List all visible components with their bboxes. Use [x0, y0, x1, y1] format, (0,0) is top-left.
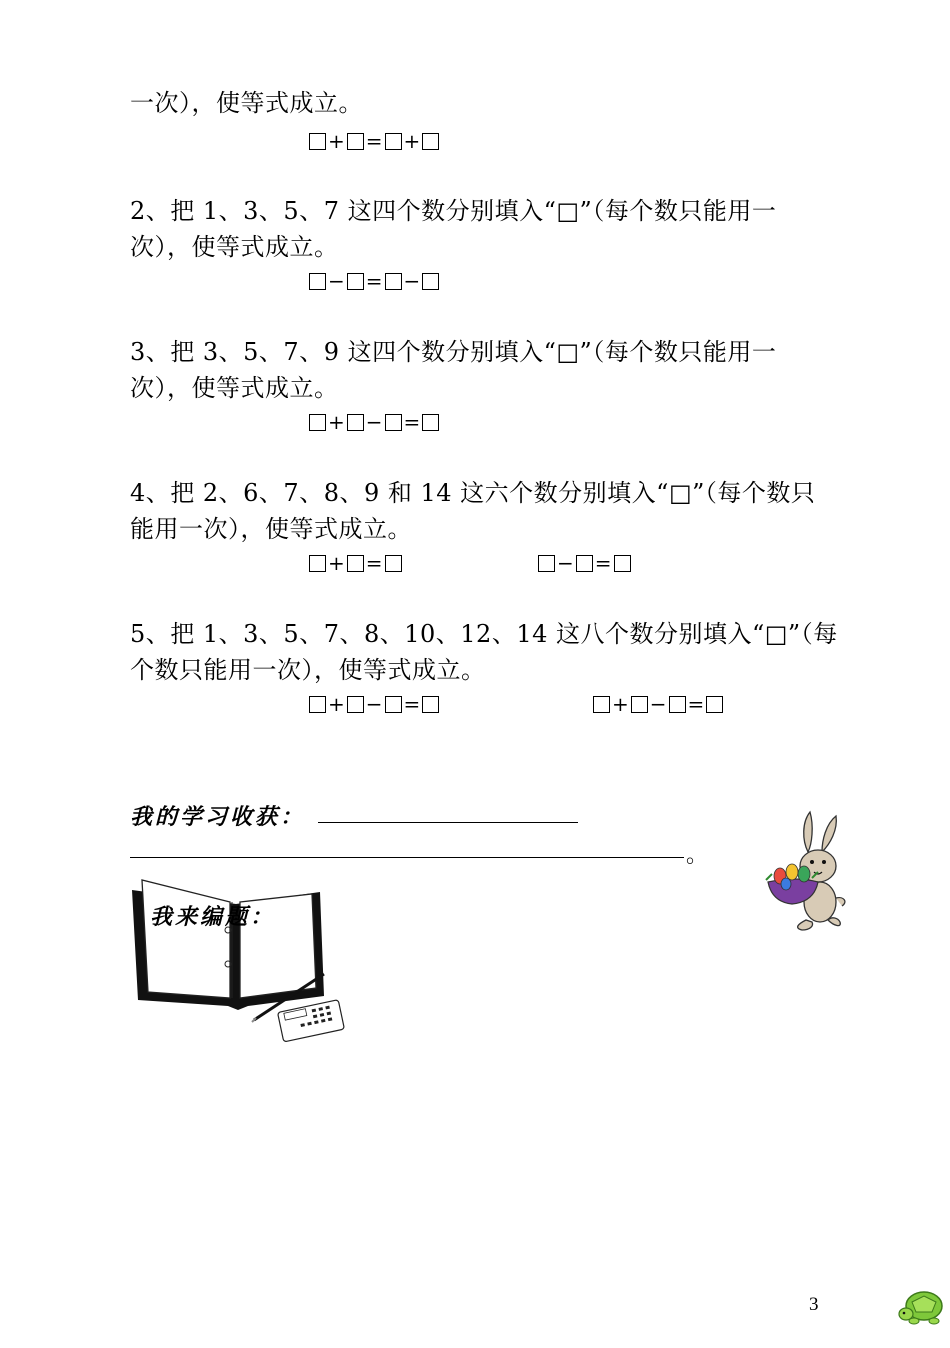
- blank-box[interactable]: [385, 273, 402, 290]
- blank-box[interactable]: [422, 133, 439, 150]
- q4-text-line1: 4、把 2、6、7、8、9 和 14 这六个数分别填入“□”（每个数只: [130, 479, 816, 507]
- gain-blank-line-1[interactable]: [318, 822, 578, 823]
- q5-text-line2: 个数只能用一次），使等式成立。: [130, 656, 486, 684]
- gain-blank-line-2[interactable]: [130, 857, 684, 858]
- operator: +: [328, 692, 345, 716]
- blank-box[interactable]: [309, 555, 326, 572]
- blank-box[interactable]: [422, 414, 439, 431]
- blank-box[interactable]: [614, 555, 631, 572]
- operator: +: [328, 129, 345, 153]
- blank-box[interactable]: [538, 555, 555, 572]
- operator: =: [594, 551, 612, 575]
- blank-box[interactable]: [347, 133, 364, 150]
- blank-box[interactable]: [593, 696, 610, 713]
- blank-box[interactable]: [669, 696, 686, 713]
- operator: +: [328, 410, 345, 434]
- gain-period: 。: [686, 843, 709, 868]
- operator: =: [365, 269, 383, 293]
- operator: =: [687, 692, 705, 716]
- turtle-icon: [898, 1288, 948, 1328]
- page-number: 3: [809, 1294, 819, 1315]
- operator: −: [365, 692, 383, 716]
- rabbit-easter-eggs-icon: [762, 810, 852, 935]
- blank-box[interactable]: [347, 555, 364, 572]
- operator: −: [557, 551, 574, 575]
- operator: +: [612, 692, 629, 716]
- operator: −: [365, 410, 383, 434]
- q4-equation-b: [538, 550, 631, 576]
- compose-question-label: 我来编题：: [150, 905, 276, 930]
- blank-box[interactable]: [385, 414, 402, 431]
- q3-text-line1: 3、把 3、5、7、9 这四个数分别填入“□”（每个数只能用一: [130, 338, 777, 366]
- blank-box[interactable]: [631, 696, 648, 713]
- operator: −: [328, 269, 345, 293]
- operator: +: [328, 551, 345, 575]
- q1-text-line2: 一次），使等式成立。: [130, 89, 363, 117]
- blank-box[interactable]: [347, 696, 364, 713]
- q5-equation-b: [593, 691, 723, 717]
- blank-box[interactable]: [309, 273, 326, 290]
- q1-equation: [309, 128, 439, 154]
- blank-box[interactable]: [706, 696, 723, 713]
- blank-box[interactable]: [385, 133, 402, 150]
- q3-equation: [309, 409, 439, 435]
- blank-box[interactable]: [385, 555, 402, 572]
- q4-text-line2: 能用一次），使等式成立。: [130, 515, 412, 543]
- q5-text-line1: 5、把 1、3、5、7、8、10、12、14 这八个数分别填入“□”（每: [130, 620, 838, 648]
- operator: =: [365, 551, 383, 575]
- operator: −: [403, 269, 421, 293]
- q2-equation: [309, 268, 439, 294]
- blank-box[interactable]: [309, 133, 326, 150]
- blank-box[interactable]: [385, 696, 402, 713]
- q3-text-line2: 次），使等式成立。: [130, 374, 339, 402]
- operator: =: [403, 692, 421, 716]
- blank-box[interactable]: [309, 414, 326, 431]
- operator: +: [403, 129, 421, 153]
- operator: −: [649, 692, 667, 716]
- blank-box[interactable]: [347, 273, 364, 290]
- q4-equation-a: [309, 550, 402, 576]
- operator: =: [365, 129, 383, 153]
- blank-box[interactable]: [309, 696, 326, 713]
- blank-box[interactable]: [347, 414, 364, 431]
- q2-text-line1: 2、把 1、3、5、7 这四个数分别填入“□”（每个数只能用一: [130, 197, 777, 225]
- blank-box[interactable]: [422, 273, 439, 290]
- learning-gain-label: 我的学习收获：: [130, 805, 306, 830]
- blank-box[interactable]: [422, 696, 439, 713]
- q2-text-line2: 次），使等式成立。: [130, 233, 339, 261]
- blank-box[interactable]: [576, 555, 593, 572]
- q5-equation-a: [309, 691, 439, 717]
- operator: =: [403, 410, 421, 434]
